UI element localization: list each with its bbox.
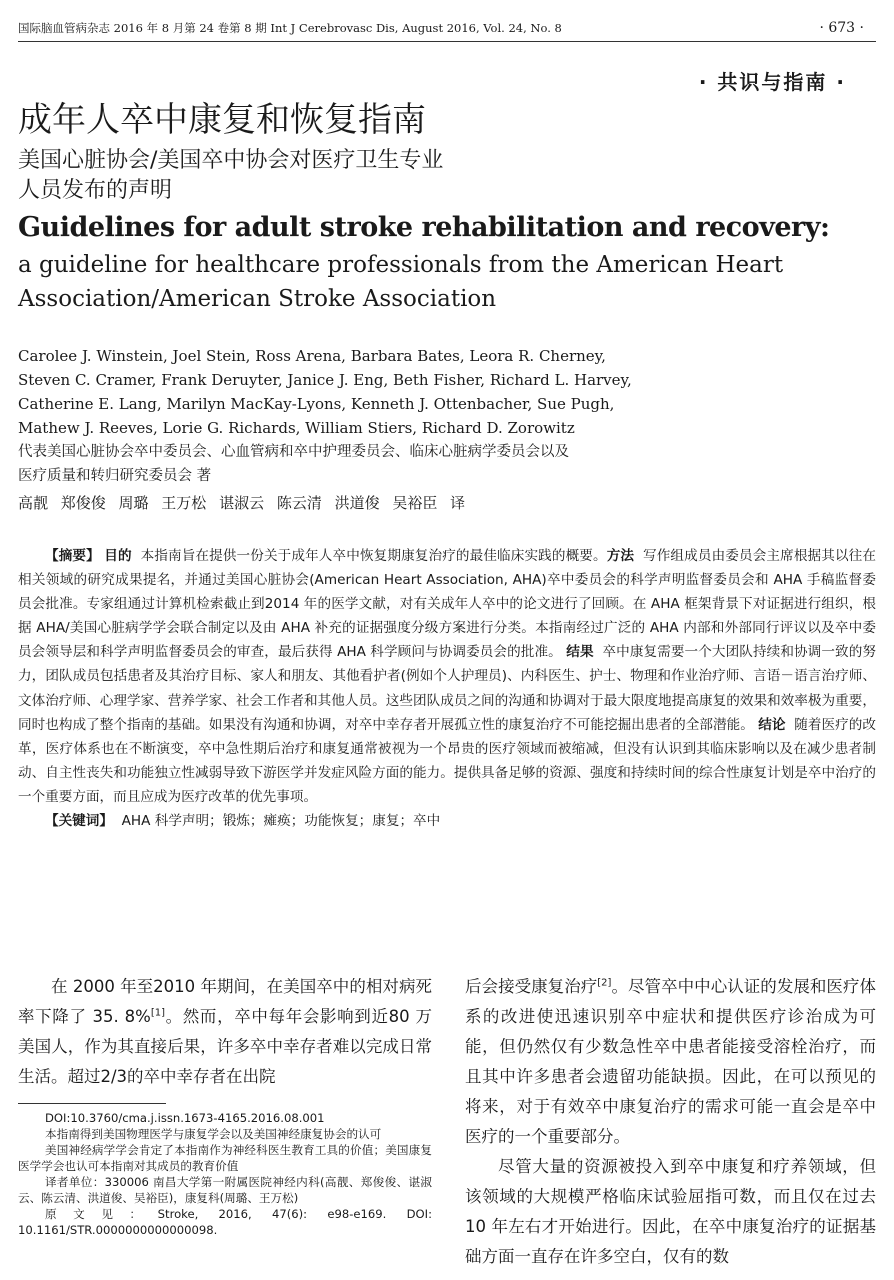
- body-paragraph: [18, 972, 432, 1092]
- purpose-text: 本指南旨在提供一份关于成年人卒中恢复期康复治疗的最佳临床实践的概要。: [140, 548, 607, 564]
- conclusion-label: 结论: [758, 716, 786, 733]
- journal-page: [18, 0, 876, 1280]
- subtitle-english-line: Association/American Stroke Association: [18, 286, 497, 312]
- body-text: 。然而，卒中每年会影响到近80 万美国人，作为其直接后果，许多卒中幸存者难以完成日常生活。超过2/3的卒中幸存者在出院: [18, 1007, 432, 1086]
- keywords-text: AHA 科学声明；锻炼；瘫痪；功能恢复；康复；卒中: [121, 813, 441, 830]
- on-behalf-line: 代表美国心脏协会卒中委员会、心血管病和卒中护理委员会、临床心脏病学委员会以及: [18, 444, 569, 460]
- body-text: 。尽管卒中中心认证的发展和医疗体系的改进使迅速识别卒中症状和提供医疗诊治成为可能，但仍然仅有少数急性卒中患者能接受溶栓治疗，而且其中许多患者会遗留功能缺损。因此，在可以预见的将来，对于有效卒中康复治疗的需求可能一直会是卒中医疗的一个重要部分。: [465, 977, 877, 1146]
- footnote-original-source: 原文见：Stroke, 2016, 47(6): e98-e169. DOI: 10.1161/STR.0000000000000098.: [18, 1207, 432, 1237]
- abstract-label: 【摘要】: [45, 548, 100, 564]
- footnote-rule: [18, 1103, 166, 1104]
- section-tag: · 共识与指南 ·: [698, 70, 846, 94]
- title-chinese: 成年人卒中康复和恢复指南: [18, 100, 426, 140]
- title-english: Guidelines for adult stroke rehabilitation and recovery:: [18, 212, 830, 243]
- subtitle-english-line: a guideline for healthcare professionals from the American Heart: [18, 252, 784, 278]
- methods-label: 方法: [606, 548, 635, 564]
- footnote-endorsement: 本指南得到美国物理医学与康复学会以及美国神经康复协会的认可: [45, 1127, 382, 1141]
- author-block: [18, 344, 632, 518]
- body-paragraph: 尽管大量的资源被投入到卒中康复和疗养领域，但该领域的大规模严格临床试验屈指可数，而且仅在过去10 年左右才开始进行。因此，在卒中康复治疗的证据基础方面一直存在许多空白，仅有的数: [465, 1157, 876, 1266]
- purpose-label: 目的: [104, 548, 132, 564]
- footnote-doi: DOI:10.3760/cma.j.issn.1673-4165.2016.08.001: [45, 1111, 325, 1125]
- page-number: · 673 ·: [819, 20, 864, 36]
- author-line: Carolee J. Winstein, Joel Stein, Ross Arena, Barbara Bates, Leora R. Cherney,: [18, 347, 606, 365]
- subtitle-chinese-line: 美国心脏协会/美国卒中协会对医疗卫生专业: [18, 148, 444, 173]
- results-label: 结果: [566, 644, 594, 661]
- subtitle-english: [18, 248, 783, 316]
- on-behalf-line: 医疗质量和转归研究委员会 著: [18, 468, 212, 484]
- keywords: [18, 809, 876, 833]
- journal-citation-line: 国际脑血管病杂志 2016 年 8 月第 24 卷第 8 期 Int J Cerebrovasc Dis, August 2016, Vol. 24, No. 8: [18, 21, 562, 35]
- subtitle-chinese-line: 人员发布的声明: [18, 178, 173, 203]
- abstract-body: [18, 544, 876, 809]
- translators-line: 高靓 郑俊俊 周璐 王万松 谌淑云 陈云清 洪道俊 吴裕臣 译: [18, 494, 466, 512]
- body-text: 在 2000 年至2010 年期间，在美国卒中的相对病死率下降了 35. 8%: [18, 977, 432, 1026]
- body-column-left: [18, 972, 432, 1092]
- subtitle-chinese: [18, 146, 443, 206]
- header-rule: [18, 41, 876, 42]
- methods-text: 写作组成员由委员会主席根据其以往在相关领域的研究成果提名，并通过美国心脏协会(American Heart Association, AHA)卒中委员会的科学声明监督委员会和 AHA 手稿监督委员会批准。专家组通过计算机检索截止到2014 年的医学文献，对有关成年人卒中的论文进行了回顾。在 AHA 框架背景下对证据进行组织，根据 AHA/美国心脏病学学会联合制定以及由 AHA 补充的证据强度分级方案进行分类。本指南经过广泛的 AHA 内部和外部同行评议以及卒中委员会领导层和科学声明监督委员会的审查，最后获得 AHA 科学顾问与协调委员会的批准。: [18, 548, 876, 661]
- footnote-affirmation: 美国神经病学学会肯定了本指南作为神经科医生教育工具的价值；美国康复医学学会也认可本指南对其成员的教育价值: [18, 1143, 432, 1173]
- author-line: Catherine E. Lang, Marilyn MacKay-Lyons, Kenneth J. Ottenbacher, Sue Pugh,: [18, 395, 615, 413]
- footnotes: [18, 1110, 432, 1238]
- running-header: [18, 18, 876, 38]
- body-text: 后会接受康复治疗: [465, 977, 598, 996]
- body-column-right: [465, 972, 876, 1272]
- results-text: 卒中康复需要一个大团队持续和协调一致的努力，团队成员包括患者及其治疗目标、家人和朋友、其他看护者(例如个人护理员)、内科医生、护士、物理和作业治疗师、言语－语言治疗师、文体治疗师、心理学家、营养学家、社会工作者和其他人员。这些团队成员之间的沟通和协调对于最大限度地提高康复的效果和效率极为重要，同时也构成了整个指南的基础。如果没有沟通和协调，对卒中幸存者开展孤立性的康复治疗不可能挖掘出患者的全部潜能。: [18, 644, 877, 733]
- abstract: [18, 544, 876, 833]
- body-paragraph: [465, 972, 876, 1152]
- keywords-label: 【关键词】: [45, 813, 113, 830]
- footnote-translator-affiliation: 译者单位：330006 南昌大学第一附属医院神经内科(高靓、郑俊俊、谌淑云、陈云清、洪道俊、吴裕臣)，康复科(周璐、王万松): [18, 1175, 432, 1205]
- author-line: Mathew J. Reeves, Lorie G. Richards, William Stiers, Richard D. Zorowitz: [18, 419, 575, 437]
- conclusion-text: 随着医疗的改革，医疗体系也在不断演变，卒中急性期后治疗和康复通常被视为一个昂贵的医疗领域而被缩减，但没有认识到其临床影响以及在减少患者制动、自主性丧失和功能独立性减弱导致下游医学并发症风险方面的能力。提供具备足够的资源、强度和持续时间的综合性康复计划是卒中治疗的一个重要方面，而且应成为医疗改革的优先事项。: [18, 716, 876, 805]
- citation-ref: [1]: [150, 1007, 165, 1019]
- author-line: Steven C. Cramer, Frank Deruyter, Janice J. Eng, Beth Fisher, Richard L. Harvey,: [18, 371, 632, 389]
- citation-ref: [2]: [597, 977, 612, 989]
